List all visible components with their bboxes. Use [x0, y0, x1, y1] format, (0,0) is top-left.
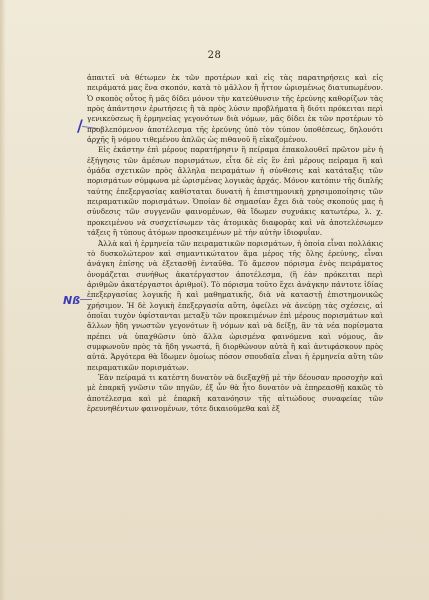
paragraph-3: Ἀλλὰ καὶ ἡ ἑρμηνεία τῶν πειραματικῶν πορισμάτων, ἡ ὁποία εἶναι πολλάκις τὸ δυσκολώτερον καὶ σημαντικώτατον ἅμα μέρος τῆς ὅλης ἐρεύνης, εἶναι ἀνάγκη ἐπίσης νὰ ἐξετασθῇ ἐνταῦθα. Τὸ ἄμεσον πόρισμα ἑνὸς πειράματος ὀνομάζεται συνήθως ἀκατέργαστον ἀποτέλεσμα, (ἢ ἐὰν πρόκειται περὶ ἀριθμῶν ἀκατέργαστοι ἀριθμοί). Τὸ πόρισμα τοῦτο ἔχει ἀνάγκην πάντοτε ἰδίας ἐπεξεργασίας λογικῆς ἢ καὶ μαθηματικῆς, διὰ νὰ καταστῇ ἐπιστημονικῶς χρήσιμον. Ἡ δὲ λογικὴ ἐπεξεργασία αὕτη, ὀφείλει νὰ ἀνεύρῃ τὰς σχέσεις, αἱ ὁποῖαι τυχὸν ὑφίστανται μεταξὺ τῶν προκειμένων ἐπὶ μέρους πορισμάτων καὶ ἄλλων ἤδη γνωστῶν γεγονότων ἢ νόμων καὶ νὰ δείξῃ, ἂν τὰ νέα πορίσματα πρέπει νὰ ὑπαχθῶσιν ὑπὸ ἄλλα ὡρισμένα φαινόμενα καὶ νόμους, ἂν συμφωνοῦν πρὸς τὰ ἤδη γνωστά, ἢ διορθώνουν αὐτὰ ἢ καὶ ἀντιφάσκουν πρὸς αὐτά. Ἀργότερα θὰ ἴδωμεν ὁμοίως πόσον σπουδαῖα εἶναι ἡ ἑρμηνεία αὕτη τῶν πειραματικῶν πορισμάτων. — [87, 238, 383, 372]
margin-bracket-mark: / — [77, 116, 83, 135]
paragraph-1: ἀπαιτεῖ νὰ θέτωμεν ἐκ τῶν προτέρων καὶ εἰς τὰς παρατηρήσεις καὶ εἰς πειράματά μας ἕνα σκοπόν, κατὰ τὸ μᾶλλον ἢ ἧττον ὡρισμένως διατυπωμένον. Ὁ σκοπὸς οὗτος ἢ μᾶς δίδει μόνον τὴν κατεύθυνσιν τῆς ἐρεύνης καθορίζων τὰς πρὸς ἀπάντησιν ἐρωτήσεις ἢ τὰ πρὸς λύσιν προβλήματα ἢ διότι πρόκειται περὶ γενικεύσεως ἢ ἑρμηνείας γεγονότων διὰ νόμων, μᾶς δίδει ἐκ τῶν προτέρων τὸ προβλεπόμενον ἀποτέλεσμα τῆς ἐρεύνης ὑπὸ τὸν τύπον ὑποθέσεως, δηλονότι ἀρχῆς ἢ νόμου τιθεμένου ἁπλῶς ὡς πιθανοῦ ἢ εἰκαζομένου. — [87, 73, 383, 145]
margin-handwritten-note: Nß — [63, 294, 81, 307]
paragraph-2: Εἰς ἑκάστην ἐπὶ μέρους παρατήρησιν ἢ πείραμα ἐπακολουθεῖ πρῶτον μὲν ἡ ἐξήγησις τῶν ἀμέσων πορισμάτων, εἶτα δὲ εἰς ἓν ἐπὶ μέρους πείραμα ἢ καὶ ὁμάδα σχετικῶν πρὸς ἄλληλα πειραμάτων ἡ σύνθεσις καὶ κατάταξις τῶν πορισμάτων σύμφωνα μὲ ὡρισμένας λογικὰς ἀρχάς. Μόνον κατόπιν τῆς διπλῆς ταύτης ἐπεξεργασίας καθίσταται δυνατὴ ἡ ἐπιστημονικὴ χρησιμοποίησις τῶν πειραματικῶν πορισμάτων. Ὁποίαν δὲ σημασίαν ἔχει διὰ τοὺς σκοπούς μας ἡ σύνδεσις τῶν συγγενῶν φαινομένων, θὰ ἴδωμεν συχνάκις κατωτέρω, λ. χ. προκειμένου νὰ συσχετίσωμεν τὰς ἀτομικὰς διαφορὰς καὶ νὰ ἀποτελέσωμεν τάξεις ἢ τύπους ἀτόμων προσκειμένων μὲ τὴν αὐτὴν ἰδιοφυΐαν. — [87, 145, 383, 238]
paragraph-4: Ἐὰν πείραμά τι κατέστη δυνατὸν νὰ διεξαχθῇ μὲ τὴν δέουσαν προσοχὴν καὶ μὲ ἐπαρκῆ γνῶσιν τῶν πηγῶν, ἐξ ὧν θὰ ἦτο δυνατὸν νὰ ἐπηρεασθῇ κακῶς τὸ ἀποτέλεσμα καὶ μὲ ἐπαρκῆ κατανόησιν τῆς αἰτιώδους συναφείας τῶν ἐρευνηθέντων φαινομένων, τότε δικαιούμεθα καὶ ἐξ — [87, 372, 383, 413]
page-number: 28 — [207, 50, 222, 61]
document-text-body — [87, 73, 383, 414]
page-edge-shadow — [0, 0, 6, 600]
